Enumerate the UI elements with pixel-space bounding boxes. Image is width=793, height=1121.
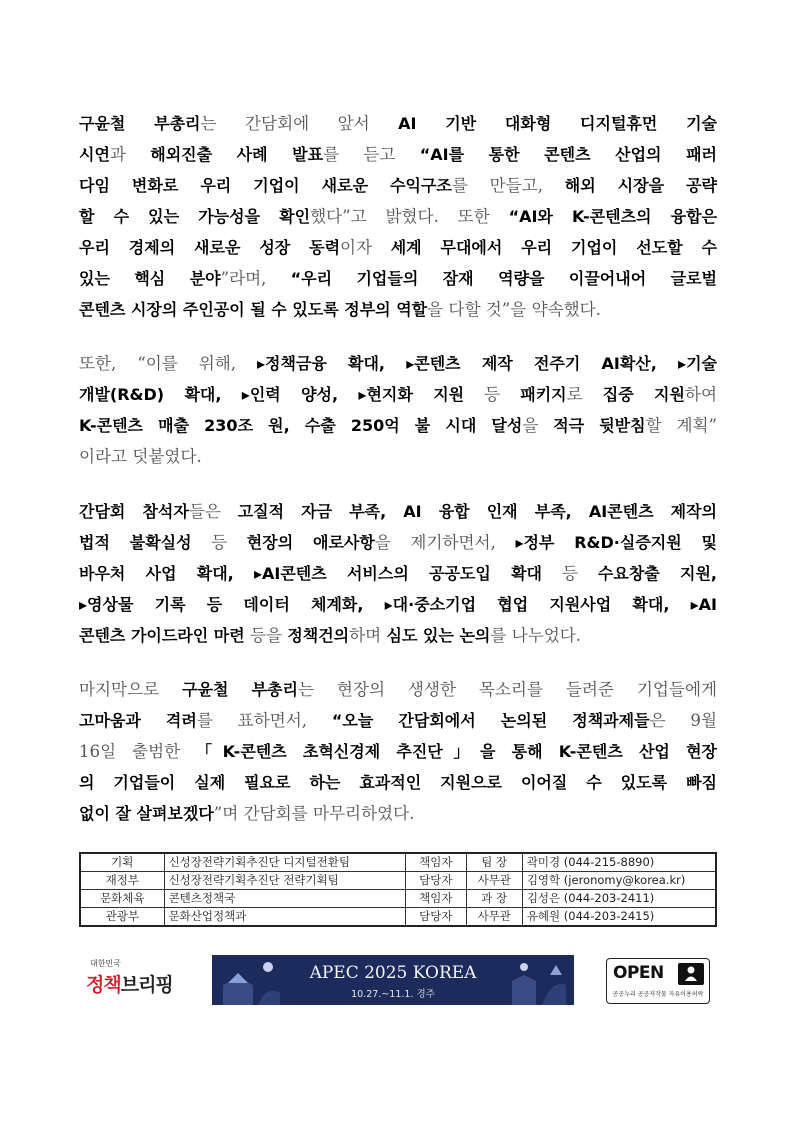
contact-row — [80, 890, 716, 908]
emphasis-text: 구윤철 부총리 — [182, 680, 298, 699]
body-text-run: 을 제기하면서, — [374, 533, 516, 552]
body-text-run: 등 — [542, 564, 598, 583]
text-line — [79, 705, 717, 736]
body-text-run: 등 — [191, 533, 247, 552]
contact-row — [80, 908, 716, 927]
body-text-run: ”라며, — [220, 269, 291, 288]
emphasis-text: 고질적 자금 부족, AI 융합 인재 부족, AI콘텐츠 제작의 — [237, 502, 717, 521]
contact-row — [80, 853, 716, 872]
contact-dept: 신성장전략기획추진단 디지털전환팀 — [164, 853, 405, 872]
contact-role: 담당자 — [405, 872, 466, 890]
emphasis-text: 의 기업들이 실제 필요로 하는 효과적인 지원으로 이어질 수 있도록 빠짐 — [79, 773, 717, 792]
text-line — [79, 736, 717, 767]
open-sub-text: 공공누리 공공저작물 자유이용허락 — [612, 991, 704, 998]
apec-title: APEC 2025 KOREA — [309, 963, 477, 983]
emphasis-text: AI 기반 대화형 디지털휴먼 기술 — [398, 114, 718, 133]
emphasis-text: ▸정책금융 확대, ▸콘텐츠 제작 전주기 AI확산, ▸기술 — [256, 354, 717, 373]
contact-dept: 문화산업정책과 — [164, 908, 405, 927]
body-text-run: 을 — [522, 416, 554, 435]
emphasis-text: 다임 변화로 우리 기업이 새로운 수익구조 — [79, 176, 452, 195]
body-text-run: 를 나누었다. — [490, 626, 582, 645]
contact-title: 사무관 — [466, 872, 522, 890]
body-text-run: 로 — [566, 385, 603, 404]
body-text-run: 과 — [109, 145, 151, 164]
body-text-run: 는 간담회에 앞서 — [200, 114, 399, 133]
logo-small-text: 대한민국 — [90, 959, 121, 968]
apec-right-decoration-icon — [502, 955, 572, 1005]
body-text-run: 할 계획” — [645, 416, 717, 435]
text-line — [79, 263, 717, 294]
contact-table — [79, 852, 717, 927]
emphasis-text: 정책건의 — [287, 626, 350, 645]
footer — [0, 950, 793, 1010]
emphasis-text: 콘텐츠 가이드라인 마련 — [79, 626, 245, 645]
emphasis-text: 수요창출 지원, — [597, 564, 717, 583]
logo-rest-text: 브리핑 — [120, 974, 173, 996]
emphasis-text: 집중 지원 — [602, 385, 685, 404]
paragraph-2 — [79, 348, 717, 472]
text-line — [79, 348, 717, 379]
contact-person[interactable]: 김영학 (jeronomy@korea.kr) — [522, 872, 716, 890]
text-line — [79, 201, 717, 232]
body-text-run: 이자 — [340, 238, 391, 257]
emphasis-text: 패키지 — [520, 385, 567, 404]
emphasis-text: 해외 시장을 공략 — [564, 176, 717, 195]
contact-role: 담당자 — [405, 908, 466, 927]
contact-title: 팀 장 — [466, 853, 522, 872]
body-text-run: 또한, “이를 위해, — [79, 354, 257, 373]
body-text-run: 는 현장의 생생한 목소리를 들려준 기업들에게 — [297, 680, 717, 699]
body-text-run: 들은 — [188, 502, 238, 521]
policy-briefing-logo[interactable] — [86, 956, 176, 1002]
emphasis-text: 현장의 애로사항 — [246, 533, 375, 552]
body-text-run: ”며 간담회를 마무리하였다. — [213, 804, 415, 823]
text-line — [79, 798, 717, 829]
emphasis-text: 적극 뒷받침 — [553, 416, 646, 435]
contact-dept: 콘텐츠정책국 — [164, 890, 405, 908]
contact-person[interactable]: 곽미경 (044-215-8890) — [522, 853, 716, 872]
body-text-run: 을 다할 것”을 약속했다. — [427, 300, 601, 319]
emphasis-text: 법적 불확실성 — [79, 533, 192, 552]
contact-row — [80, 872, 716, 890]
emphasis-text: 있는 핵심 분야 — [79, 269, 221, 288]
body-text-run: 를 만들고, — [451, 176, 565, 195]
body-text-run: 했다”고 밝혔다. 또한 — [310, 207, 509, 226]
emphasis-text: 고마움과 격려 — [79, 711, 197, 730]
body-text-run: 등을 — [244, 626, 288, 645]
text-line — [79, 139, 717, 170]
body-text-run: 를 표하면서, — [196, 711, 332, 730]
emphasis-text: 시연 — [79, 145, 110, 164]
apec-banner[interactable] — [212, 955, 574, 1005]
apec-date: 10.27.~11.1. 경주 — [351, 989, 435, 1000]
open-word: OPEN — [613, 963, 664, 983]
body-text-run: 은 9월 — [649, 711, 717, 730]
paragraph-4 — [79, 674, 717, 829]
emphasis-text: “우리 기업들의 잠재 역량을 이끌어내어 글로벌 — [290, 269, 717, 288]
text-line — [79, 496, 717, 527]
attribution-icon — [678, 963, 704, 985]
emphasis-text: “AI와 K-콘텐츠의 융합은 — [508, 207, 717, 226]
text-line — [79, 527, 717, 558]
text-line — [79, 441, 717, 472]
contact-title: 사무관 — [466, 908, 522, 927]
text-line — [79, 620, 717, 651]
contact-org: 관광부 — [80, 908, 164, 927]
text-line — [79, 589, 717, 620]
emphasis-text: 심도 있는 논의 — [386, 626, 491, 645]
emphasis-text: “오늘 간담회에서 논의된 정책과제들 — [331, 711, 650, 730]
body-text-run: 등 — [464, 385, 521, 404]
emphasis-text: 「K-콘텐츠 초혁신경제 추진단」을 통해 K-콘텐츠 산업 현장 — [196, 742, 717, 761]
logo-red-text: 정책 — [86, 974, 121, 996]
emphasis-text: “AI를 통한 콘텐츠 산업의 패러 — [419, 145, 717, 164]
emphasis-text: 구윤철 부총리 — [79, 114, 201, 133]
emphasis-text: 간담회 참석자 — [79, 502, 189, 521]
contact-person[interactable]: 유혜원 (044-203-2415) — [522, 908, 716, 927]
emphasis-text: 개발(R&D) 확대, ▸인력 양성, ▸현지화 지원 — [79, 385, 465, 404]
body-text-run: 16일 출범한 — [79, 742, 197, 761]
contact-org: 재정부 — [80, 872, 164, 890]
paragraph-1 — [79, 108, 717, 325]
emphasis-text: 바우처 사업 확대, ▸AI콘텐츠 서비스의 공공도입 확대 — [79, 564, 542, 583]
emphasis-text: 없이 잘 살펴보겠다 — [79, 804, 214, 823]
paragraph-3 — [79, 496, 717, 651]
body-text-run: 를 듣고 — [323, 145, 420, 164]
text-line — [79, 674, 717, 705]
emphasis-text: 콘텐츠 시장의 주인공이 될 수 있도록 정부의 역할 — [79, 300, 428, 319]
emphasis-text: K-콘텐츠 매출 230조 원, 수출 250억 불 시대 달성 — [79, 416, 523, 435]
text-line — [79, 379, 717, 410]
emphasis-text: ▸영상물 기록 등 데이터 체계화, ▸대·중소기업 협업 지원사업 확대, ▸AI — [79, 595, 717, 614]
contact-dept: 신성장전략기획추진단 전략기획팀 — [164, 872, 405, 890]
text-line — [79, 294, 717, 325]
text-line — [79, 558, 717, 589]
body-text-run: 이라고 덧붙였다. — [79, 447, 202, 466]
contact-org: 문화체육 — [80, 890, 164, 908]
emphasis-text: 해외진출 사례 발표 — [150, 145, 324, 164]
text-line — [79, 170, 717, 201]
emphasis-text: 할 수 있는 가능성을 확인 — [79, 207, 311, 226]
body-text-run: 마지막으로 — [79, 680, 183, 699]
contact-role: 책임자 — [405, 890, 466, 908]
text-line — [79, 410, 717, 441]
text-line — [79, 108, 717, 139]
emphasis-text: 세계 무대에서 우리 기업이 선도할 수 — [390, 238, 717, 257]
contact-role: 책임자 — [405, 853, 466, 872]
open-license-badge[interactable] — [606, 958, 710, 1004]
emphasis-text: ▸정부 R&D·실증지원 및 — [515, 533, 718, 552]
contact-org: 기획 — [80, 853, 164, 872]
emphasis-text: 우리 경제의 새로운 성장 동력 — [79, 238, 341, 257]
body-text-run: 하며 — [349, 626, 387, 645]
text-line — [79, 232, 717, 263]
logo-big-text — [86, 970, 173, 997]
body-text-run: 하여 — [684, 385, 717, 404]
text-line — [79, 767, 717, 798]
contact-person[interactable]: 김성은 (044-203-2411) — [522, 890, 716, 908]
contact-title: 과 장 — [466, 890, 522, 908]
